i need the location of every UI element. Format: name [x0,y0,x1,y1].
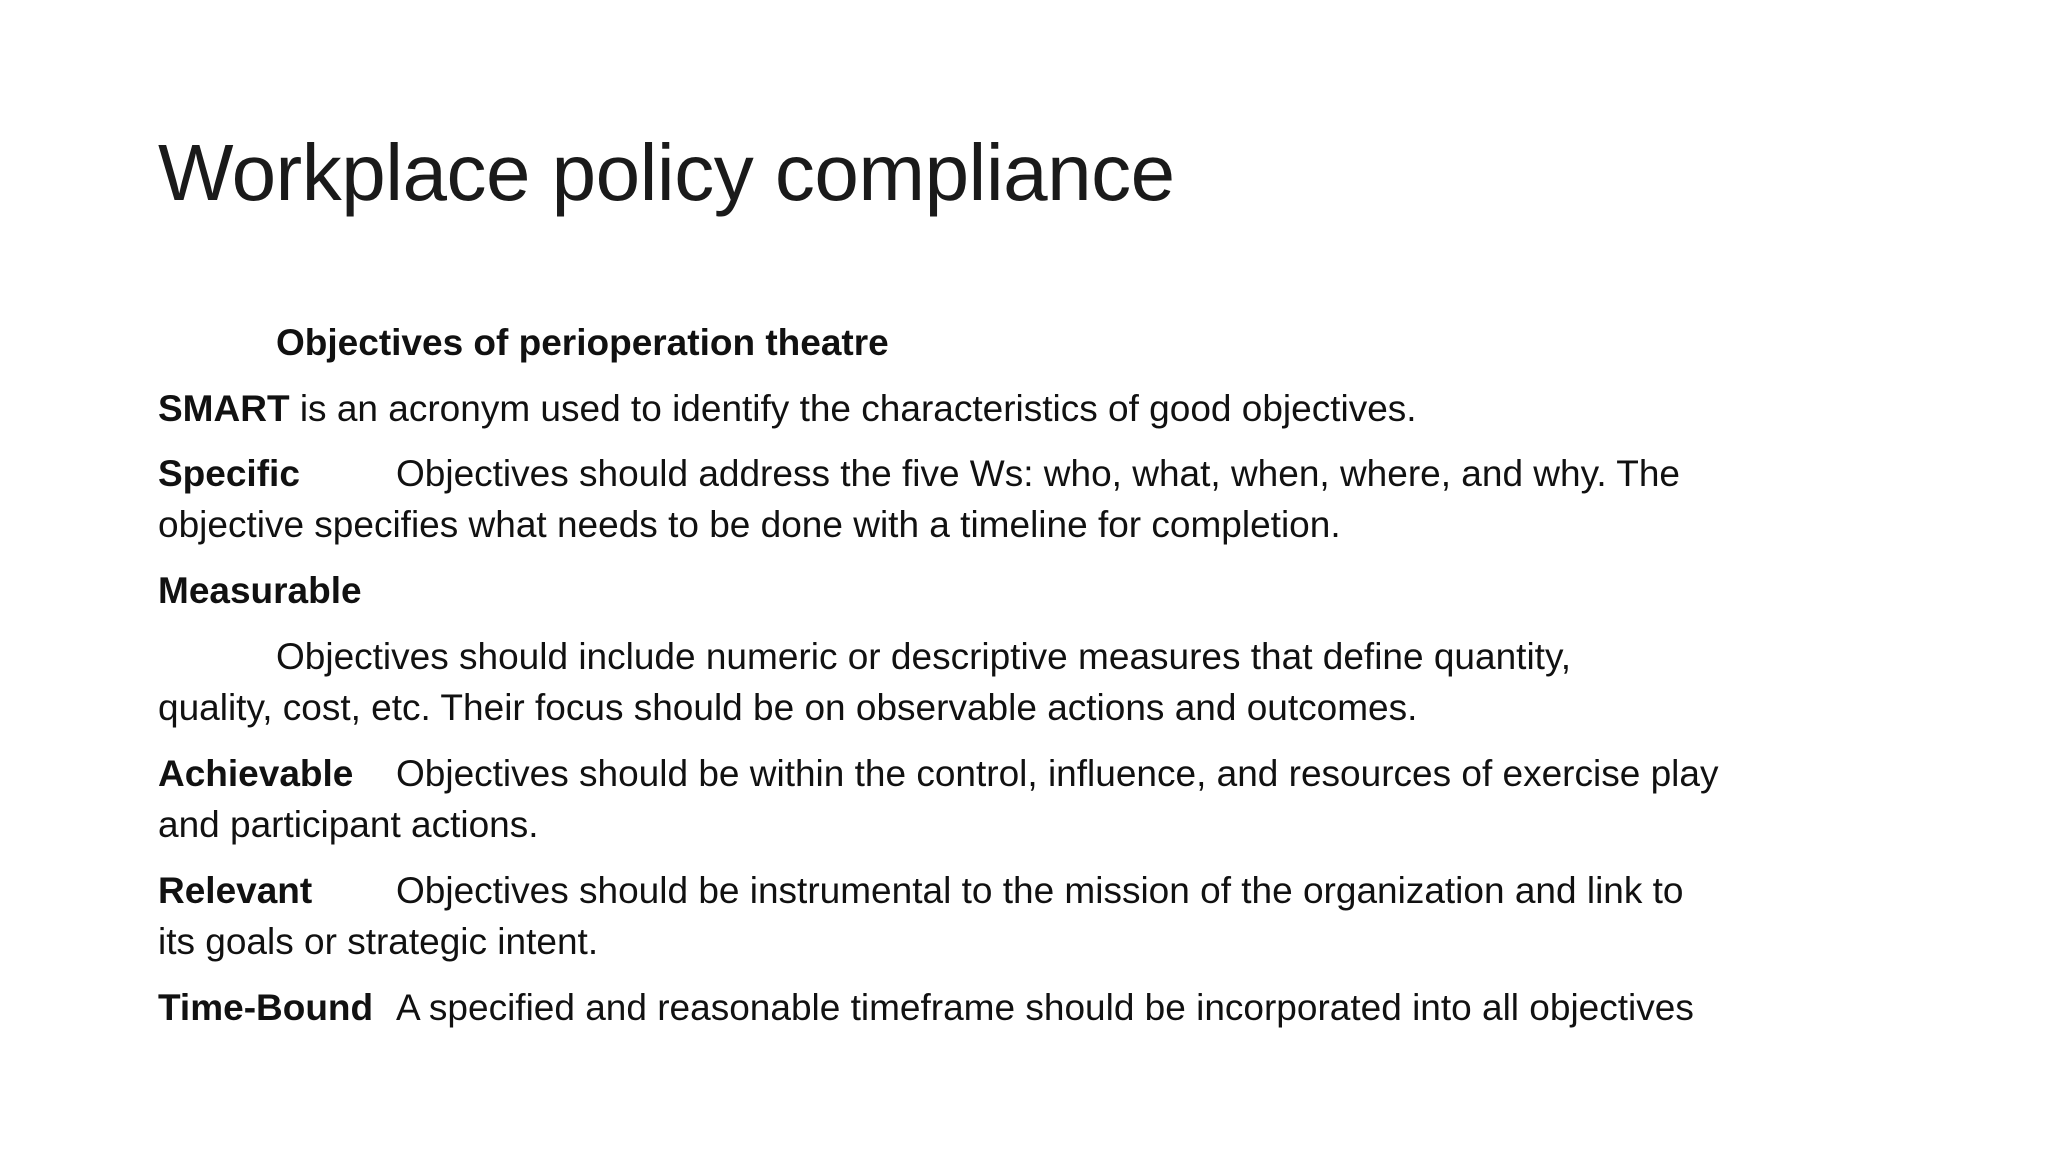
relevant-text-1: Objectives should be instrumental to the mission of the organization and link to [396,870,1684,911]
smart-description: is an acronym used to identify the characteristics of good objectives. [289,388,1417,429]
measurable-text-1: Objectives should include numeric or descriptive measures that define quantity, [276,636,1571,677]
specific-line-2 [158,500,1341,550]
measurable-term: Measurable [158,570,362,611]
achievable-line-1 [158,749,1718,799]
relevant-line-1 [158,866,1684,916]
relevant-term: Relevant [158,870,313,911]
specific-line-1 [158,449,1680,499]
measurable-text-2: quality, cost, etc. Their focus should be on observable actions and outcomes. [158,687,1418,728]
specific-text-2: objective specifies what needs to be done with a timeline for completion. [158,504,1341,545]
achievable-line-2 [158,800,539,850]
time-bound-term: Time-Bound [158,987,374,1028]
achievable-text-2: and participant actions. [158,804,539,845]
measurable-line-2 [158,683,1417,733]
time-bound-text: A specified and reasonable timeframe should be incorporated into all objectives [396,987,1694,1028]
smart-term: SMART [158,388,290,429]
relevant-line-2 [158,917,598,967]
intro-line [158,384,1417,434]
achievable-text-1: Objectives should be within the control, influence, and resources of exercise play [396,753,1719,794]
specific-text-1: Objectives should address the five Ws: who, what, when, where, and why. The [396,453,1680,494]
slide-title: Workplace policy compliance [158,128,1175,217]
relevant-text-2: its goals or strategic intent. [158,921,599,962]
subtitle-line [158,318,889,368]
measurable-line-1 [158,632,1571,682]
time-bound-line [158,983,1694,1033]
measurable-term-line [158,566,362,616]
specific-term: Specific [158,453,300,494]
achievable-term: Achievable [158,753,354,794]
subtitle: Objectives of perioperation theatre [276,322,889,363]
